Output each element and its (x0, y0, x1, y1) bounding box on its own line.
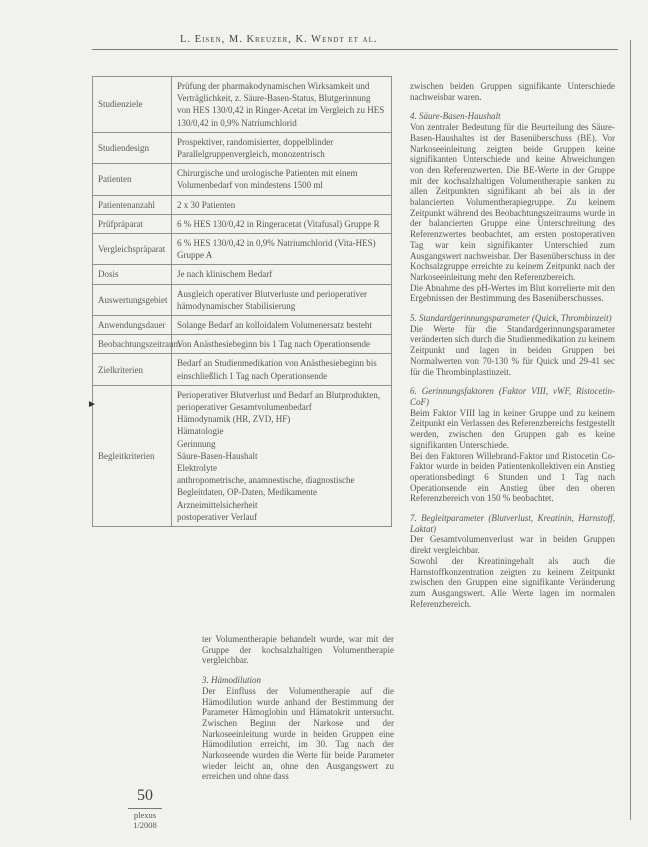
page-edge-line (630, 40, 631, 820)
row-value: Chirurgische und urologische Patienten mit einem Volumenbedarf von mindestens 1500 ml (172, 164, 392, 195)
row-value: 6 % HES 130/0,42 in Ringeracetat (Vitafusal) Gruppe R (172, 214, 392, 233)
paragraph: Die Werte für die Standardgerinnungsparameter veränderten sich durch die Studienmedikation zu keinem Zeitpunkt und lagen in beiden Gruppen bei Normalwerten von 70-130 % für Quick und 29-41 sec für die Thrombinplastinzeit. (410, 323, 615, 377)
row-label: Auswertungsgebiet (93, 284, 172, 315)
arrow-icon: ► (87, 399, 97, 410)
table-row (93, 164, 392, 195)
paragraph: Von zentraler Bedeutung für die Beurteilung des Säure-Basen-Haushaltes ist der Basenüberschuss (BE). Vor Narkoseeinleitung zeigten beide Gruppen keine signifikanten Unterschiede und keine Abweichungen von den Referenzwerten. Die BE-Werte in der Gruppe mit der kochsalzhaltigen Volumentherapie sanken zu allen Zeitpunkten signifikant ab bei als in der balancierten Volumentherapiegruppe. Zu keinem Zeitpunkt während des Beobachtungszeitraums wurde in der balancierten Gruppe eine Unterschreitung des Referenzwertes beobachtet, am ersten postoperativen Tag war kein signifikanter Unterschied zum Ausgangswert nachweisbar. Der Basenüberschuss in der Kochsalzgruppe erreichte zu keinem Zeitpunkt nach der Narkoseeinleitung mehr den Referenzbereich. (410, 122, 615, 282)
row-value: Prüfung der pharmakodynamischen Wirksamkeit und Verträglichkeit, z. Säure-Basen-Status, Blutgerinnung von HES 130/0,42 in Ringer-Acetat im Vergleich zu HES 130/0,42 in 0,9% Natriumchlorid (172, 77, 392, 133)
row-value: Prospektiver, randomisierter, doppelblinder Parallelgruppenvergleich, monozentrisch (172, 132, 392, 163)
row-value: Ausgleich operativer Blutverluste und perioperativer hämodynamischer Stabilisierung (172, 284, 392, 315)
table-row (93, 195, 392, 214)
section-heading: 5. Standardgerinnungsparameter (Quick, Thrombinzeit) (410, 313, 612, 324)
journal-name: plexus (133, 810, 157, 820)
row-value (172, 385, 392, 526)
row-value-line: Arzneimittelsicherheit (177, 499, 258, 510)
row-label: Beobachtungszeitraum (93, 335, 172, 354)
right-text-column (410, 81, 615, 609)
section-heading: 3. Hämodilution (202, 675, 262, 686)
paragraph: Beim Faktor VIII lag in keiner Gruppe und zu keinem Zeitpunkt ein Verlassen des Referenzbereichs festgestellt werden, zwischen den Gruppen gab es keine signifikanten Unterschiede. (410, 407, 616, 450)
running-head: L. Eisen, M. Kreuzer, K. Wendt et al. (180, 34, 378, 45)
section-heading: 6. Gerinnungsfaktoren (Faktor VIII, vWF, Ristocetin-CoF) (410, 386, 615, 407)
table-row (93, 265, 392, 284)
row-label: Studiendesign (93, 132, 172, 163)
left-text-column (202, 634, 394, 782)
journal-issue-number: 1/2008 (133, 820, 157, 830)
row-value-line: Hämodynamik (HR, ZVD, HF) (177, 414, 291, 425)
row-value-line: postoperativer Verlauf (177, 511, 258, 522)
table-row (93, 77, 392, 133)
journal-issue (110, 810, 180, 830)
paragraph: Bei den Faktoren Willebrand-Faktor und Ristocetin Co-Faktor wurde in beiden Patientenkollektiven ein Anstieg operationsbedingt 6 Stunden und 1 Tag nach Operationsende ein Anstieg über den oberen Referenzbereich von 150 % beobachtet. (410, 450, 615, 504)
paragraph: Der Einfluss der Volumentherapie auf die Hämodilution wurde anhand der Bestimmung der Parameter Hämoglobin und Hämatokrit untersucht. Zwischen Beginn der Narkose und der Narkoseeinleitung wurde in beiden Gruppen eine Hämodilution erreicht, im 30. Tag nach der Narkoseende wurden die Werte für beide Parameter wieder leicht an, ohne den Ausgangswert zu erreichen und ohne dass (202, 685, 394, 782)
row-value: Solange Bedarf an kolloidalem Volumenersatz besteht (172, 316, 392, 335)
page-number-rule (128, 808, 162, 809)
row-value: Bedarf an Studienmedikation von Anästhesiebeginn bis einschließlich 1 Tag nach Operationsende (172, 354, 392, 385)
paragraph: Der Gesamtvolumenverlust war in beiden Gruppen direkt vergleichbar. (410, 534, 615, 556)
paragraph: zwischen beiden Gruppen signifikante Unterschiede nachweisbar waren. (410, 81, 615, 102)
table-row (93, 132, 392, 163)
paragraph: Die Abnahme des pH-Wertes im Blut korrelierte mit den Ergebnissen der Bestimmung des Basenüberschusses. (410, 282, 615, 304)
row-label: Begleitkriterien (93, 385, 172, 526)
row-value-line: Gerinnung (177, 438, 216, 449)
table-row (93, 354, 392, 385)
study-overview-table (92, 76, 392, 527)
row-label: Anwendungsdauer (93, 316, 172, 335)
row-value-line: Elektrolyte (177, 463, 217, 474)
row-value-line: anthropometrische, anamnestische, diagnostische Begleitdaten, OP-Daten, Medikamente (177, 475, 355, 498)
section-heading: 7. Begleitparameter (Blutverlust, Kreatinin, Harnstoff, Laktat) (410, 513, 615, 534)
row-label: Patientenanzahl (93, 195, 172, 214)
row-value-line: Perioperativer Blutverlust und Bedarf an Blutprodukten, perioperativer Gesamtvolumenbedarf (177, 389, 380, 413)
table-row (93, 385, 392, 526)
row-value: Je nach klinischem Bedarf (172, 265, 392, 284)
row-value: 6 % HES 130/0,42 in 0,9% Natriumchlorid (Vita-HES) Gruppe A (172, 234, 392, 265)
row-label: Studienziele (93, 77, 172, 133)
table-row (93, 284, 392, 315)
row-label: Dosis (93, 265, 172, 284)
row-value-line: Hämatologie (177, 426, 224, 437)
row-value: Von Anästhesiebeginn bis 1 Tag nach Operationsende (172, 335, 392, 354)
row-value: 2 x 30 Patienten (172, 195, 392, 214)
table-row (93, 234, 392, 265)
row-value-line: Säure-Basen-Haushalt (177, 450, 258, 461)
section-heading: 4. Säure-Basen-Haushalt (410, 111, 501, 122)
paragraph: ter Volumentherapie behandelt wurde, war mit der Gruppe der kochsalzhaltigen Volumentherapie vergleichbar. (202, 634, 394, 666)
row-label: Patienten (93, 164, 172, 195)
table-row (93, 316, 392, 335)
row-label: Zielkriterien (93, 354, 172, 385)
row-label: Vergleichspräparat (93, 234, 172, 265)
page-number: 50 (137, 787, 153, 804)
table-row (93, 335, 392, 354)
row-label: Prüfpräparat (93, 214, 172, 233)
paragraph: Sowohl der Kreatiningehalt als auch die Harnstoffkonzentration zeigten zu keinem Zeitpunkt zwischen den Gruppen eine signifikante Veränderung zum Ausgangswert. Alle Werte lagen im normalen Referenzbereich. (410, 555, 615, 609)
table-row (93, 214, 392, 233)
header-rule (92, 49, 618, 50)
